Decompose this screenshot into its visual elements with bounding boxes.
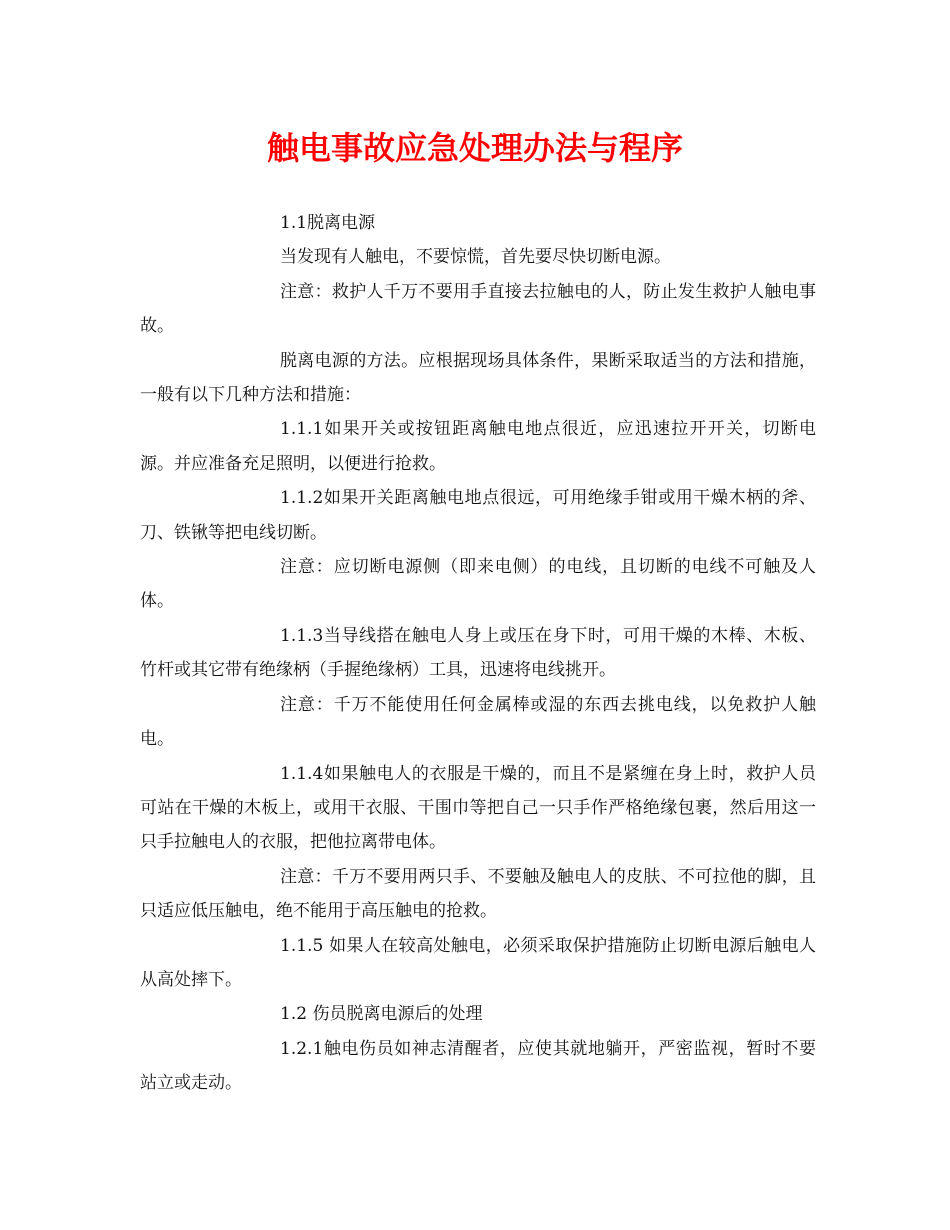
paragraph-note: 注意：救护人千万不要用手直接去拉触电的人，防止发生救护人触电事故。 xyxy=(140,281,816,337)
document-body xyxy=(140,206,816,1101)
paragraph-section-1-1: 1.1脱离电源 xyxy=(280,213,376,233)
paragraph-methods: 脱离电源的方法。应根据现场具体条件，果断采取适当的方法和措施，一般有以下几种方法和措施： xyxy=(140,350,816,406)
paragraph-note: 注意：应切断电源侧（即来电侧）的电线，且切断的电线不可触及人体。 xyxy=(140,557,816,612)
paragraph-1-1-4: 1.1.4如果触电人的衣服是干燥的，而且不是紧缠在身上时，救护人员可站在干燥的木板上，或用干衣服、干围巾等把自己一只手作严格绝缘包裹，然后用这一只手拉触电人的衣服，把他拉离带电体。 xyxy=(140,763,816,853)
paragraph-1-1-1: 1.1.1如果开关或按钮距离触电地点很近，应迅速拉开开关，切断电源。并应准备充足照明，以便进行抢救。 xyxy=(140,419,816,474)
paragraph-section-1-2: 1.2 伤员脱离电源后的处理 xyxy=(280,1004,483,1025)
paragraph-1-1-2: 1.1.2如果开关距离触电地点很远，可用绝缘手钳或用干燥木柄的斧、刀、铁锹等把电线切断。 xyxy=(140,488,816,543)
paragraph-1-1-5: 1.1.5 如果人在较高处触电，必须采取保护措施防止切断电源后触电人从高处摔下。 xyxy=(140,935,816,990)
paragraph-1-1-3: 1.1.3当导线搭在触电人身上或压在身下时，可用干燥的木棒、木板、竹杆或其它带有绝缘柄（手握绝缘柄）工具，迅速将电线挑开。 xyxy=(140,625,816,681)
paragraph-note: 注意：千万不能使用任何金属棒或湿的东西去挑电线，以免救护人触电。 xyxy=(140,694,816,750)
paragraph-1-2-1: 1.2.1触电伤员如神志清醒者，应使其就地躺开，严密监视，暂时不要站立或走动。 xyxy=(140,1038,816,1094)
paragraph-note: 注意：千万不要用两只手、不要触及触电人的皮肤、不可拉他的脚，且只适应低压触电，绝不能用于高压触电的抢救。 xyxy=(140,866,816,922)
paragraph-instruction: 当发现有人触电，不要惊慌，首先要尽快切断电源。 xyxy=(280,247,671,268)
document-title: 触电事故应急处理办法与程序 xyxy=(266,129,683,167)
